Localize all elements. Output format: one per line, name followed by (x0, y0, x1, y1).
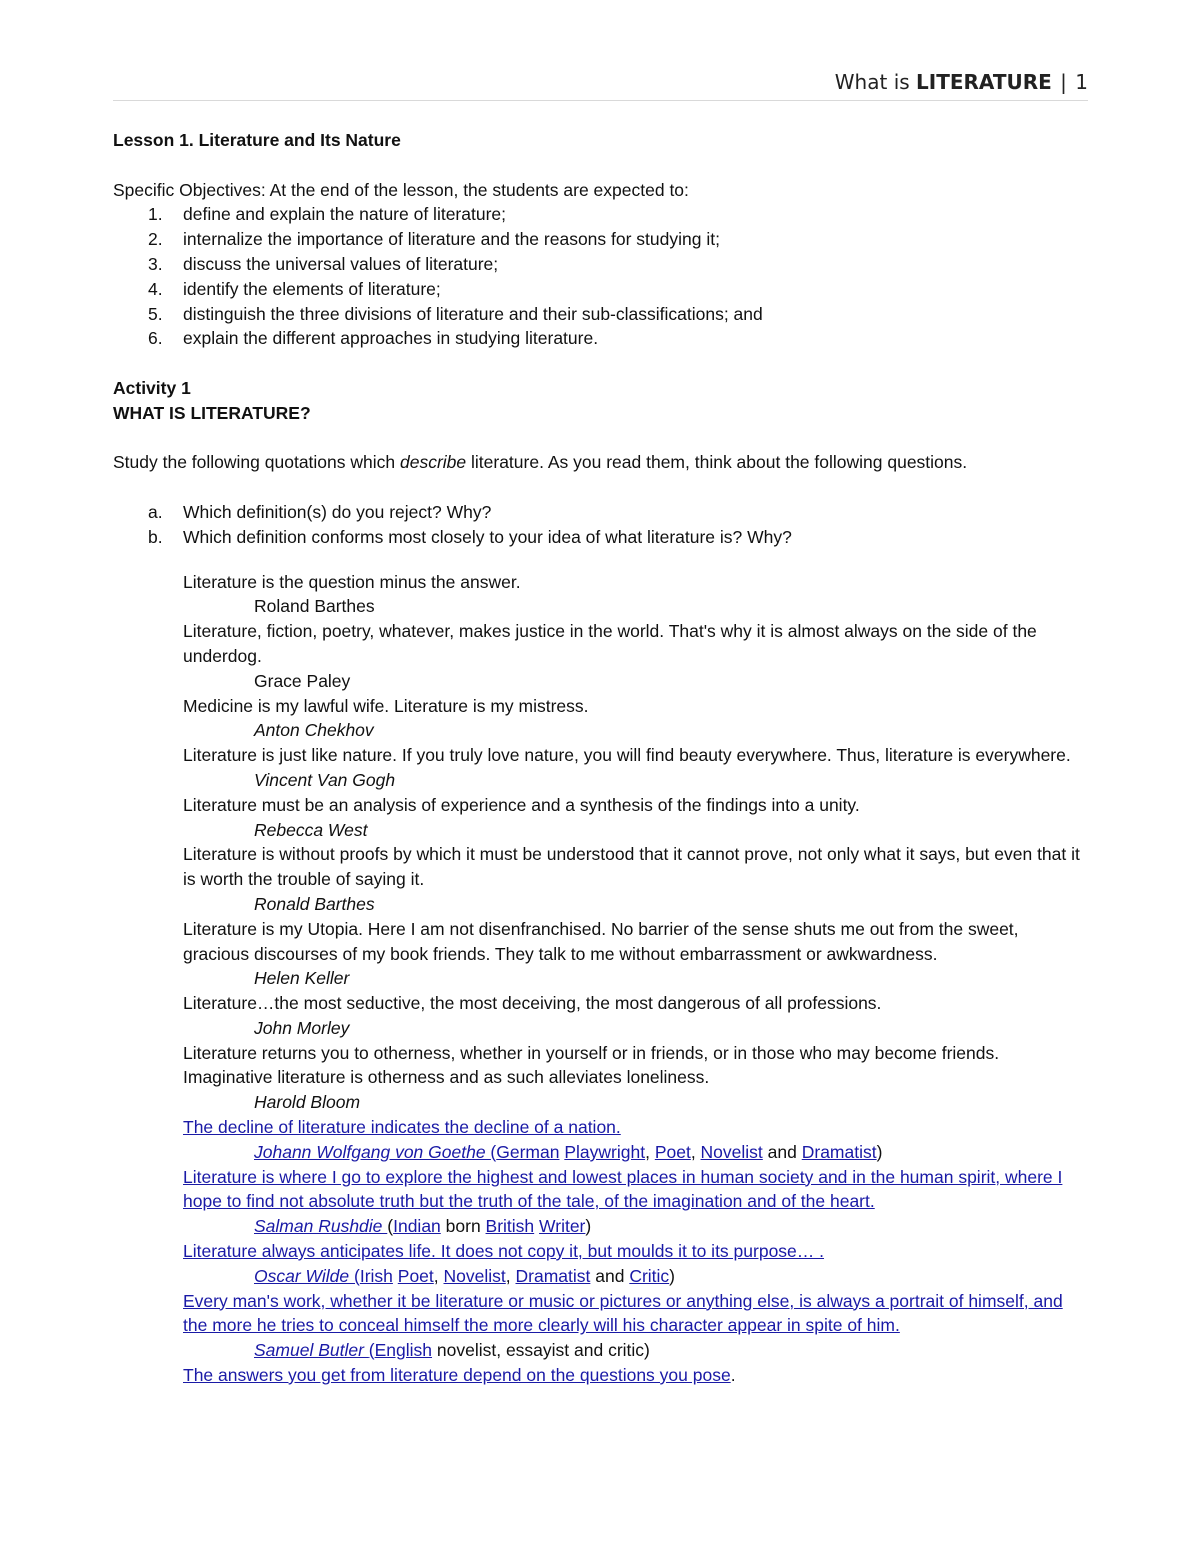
objectives-list (113, 202, 1088, 351)
desc-link[interactable]: German (496, 1141, 560, 1162)
quote-text: Medicine is my lawful wife. Literature is my mistress. (183, 695, 589, 716)
quote-author: Oscar Wilde (Irish Poet, Novelist, Dramatist and Critic) (254, 1265, 675, 1286)
quote-author: Vincent Van Gogh (254, 769, 396, 790)
quote-author: Helen Keller (254, 968, 350, 989)
objective-item: 5. distinguish the three divisions of literature and their sub-classifications; and (148, 303, 763, 324)
desc-link[interactable]: Indian (393, 1216, 441, 1237)
lesson-title: Lesson 1. Literature and Its Nature (113, 130, 401, 150)
quote-author: Ronald Barthes (254, 893, 375, 914)
desc-link[interactable]: Playwright (564, 1141, 646, 1162)
desc-link[interactable]: Dramatist (515, 1265, 591, 1286)
desc-link[interactable]: British (485, 1216, 535, 1237)
quote-author: Roland Barthes (254, 596, 375, 617)
quote-author: Samuel Butler (English novelist, essayist and critic) (254, 1340, 650, 1361)
header-separator: | (1060, 70, 1067, 94)
desc-link[interactable]: Poet (654, 1141, 691, 1162)
quote-text: Literature is the question minus the answer. (183, 571, 521, 592)
quote-text: Literature, fiction, poetry, whatever, makes justice in the world. That's why it is almost always on the side of the underdog. (183, 621, 1037, 666)
desc-link[interactable]: Critic (629, 1265, 670, 1286)
quote-text: Literature must be an analysis of experience and a synthesis of the findings into a unity. (183, 794, 860, 815)
quote-author: Johann Wolfgang von Goethe (German Playwright, Poet, Novelist and Dramatist) (254, 1141, 883, 1162)
quote-text: Literature is my Utopia. Here I am not disenfranchised. No barrier of the sense shuts me out from the sweet, gracious discourses of my book friends. They talk to me without embarrassment or awkwardness. (183, 918, 1019, 964)
author-link[interactable]: Samuel Butler (254, 1340, 369, 1361)
quote-author: Rebecca West (254, 819, 368, 840)
page-number: 1 (1075, 70, 1088, 94)
quote-author: Grace Paley (254, 670, 351, 691)
desc-link[interactable]: Dramatist (801, 1141, 877, 1162)
quote-link[interactable]: Every man's work, whether it be literature or music or pictures or anything else, is always a portrait of himself, and the more he tries to conceal himself the more clearly will his character appear in spite of him. (183, 1290, 1063, 1336)
objective-item: 2. internalize the importance of literature and the reasons for studying it; (148, 229, 720, 250)
quote-text (113, 1165, 1088, 1215)
objectives-intro: Specific Objectives: At the end of the lesson, the students are expected to: (113, 179, 689, 200)
header-prefix: What is (834, 70, 910, 94)
quote-text: Literature…the most seductive, the most deceiving, the most dangerous of all professions. (183, 993, 882, 1014)
desc-link[interactable]: Novelist (700, 1141, 763, 1162)
quote-author: Anton Chekhov (254, 720, 374, 741)
header-title: LITERATURE (916, 70, 1052, 94)
quote-author: Harold Bloom (254, 1092, 361, 1113)
quote-link[interactable]: Literature is where I go to explore the highest and lowest places in human society and in the human spirit, where I hope to find not absolute truth but the truth of the tale, of the imagination and of the heart. (183, 1166, 1063, 1212)
quote-author: Salman Rushdie (Indian born British Writer) (254, 1216, 592, 1237)
quote-text: Literature is without proofs by which it must be understood that it cannot prove, not only what it says, but even that it is worth the trouble of saying it. (183, 844, 1080, 890)
activity-label: Activity 1 (113, 377, 191, 398)
desc-link[interactable]: Novelist (443, 1265, 506, 1286)
desc-link[interactable]: Writer (539, 1216, 586, 1237)
desc-link[interactable]: Irish (359, 1265, 393, 1286)
quote-link[interactable]: Literature always anticipates life. It does not copy it, but moulds it to its purpose… . (183, 1241, 825, 1262)
quote-link[interactable]: The decline of literature indicates the decline of a nation. (183, 1117, 621, 1138)
author-link[interactable]: Oscar Wilde (254, 1265, 355, 1286)
objective-item: 3. discuss the universal values of literature; (148, 253, 499, 274)
quote-text: Literature returns you to otherness, whether in yourself or in friends, or in those who may become friends. Imaginative literature is otherness and as such alleviates loneliness. (183, 1042, 1000, 1088)
question-item: a. Which definition(s) do you reject? Why? (148, 501, 492, 522)
objective-item: 6. explain the different approaches in studying literature. (148, 328, 599, 349)
objective-item: 4. identify the elements of literature; (148, 278, 441, 299)
objective-item: 1. define and explain the nature of literature; (148, 204, 506, 225)
quote-author: John Morley (254, 1017, 350, 1038)
author-link[interactable]: Salman Rushdie (254, 1216, 388, 1237)
author-link[interactable]: Johann Wolfgang von Goethe (254, 1141, 491, 1162)
document-body (113, 128, 1088, 1388)
activity-instruction: Study the following quotations which describe literature. As you read them, think about the following questions. (113, 452, 968, 473)
desc-link[interactable]: English (374, 1340, 433, 1361)
question-item: b. Which definition conforms most closely to your idea of what literature is? Why? (148, 526, 792, 547)
desc-link[interactable]: Poet (397, 1265, 434, 1286)
quote-text (113, 1115, 1088, 1140)
quote-text: Literature is just like nature. If you truly love nature, you will find beauty everywhere. Thus, literature is everywhere. (183, 745, 1071, 766)
page-header (113, 70, 1088, 101)
activity-title: WHAT IS LITERATURE? (113, 402, 311, 423)
quote-text: The answers you get from literature depend on the questions you pose. (183, 1365, 736, 1386)
quote-text (113, 1289, 1088, 1339)
questions-list (113, 500, 1088, 550)
quote-text (113, 1239, 1088, 1264)
quote-link[interactable]: The answers you get from literature depend on the questions you pose (183, 1365, 731, 1386)
